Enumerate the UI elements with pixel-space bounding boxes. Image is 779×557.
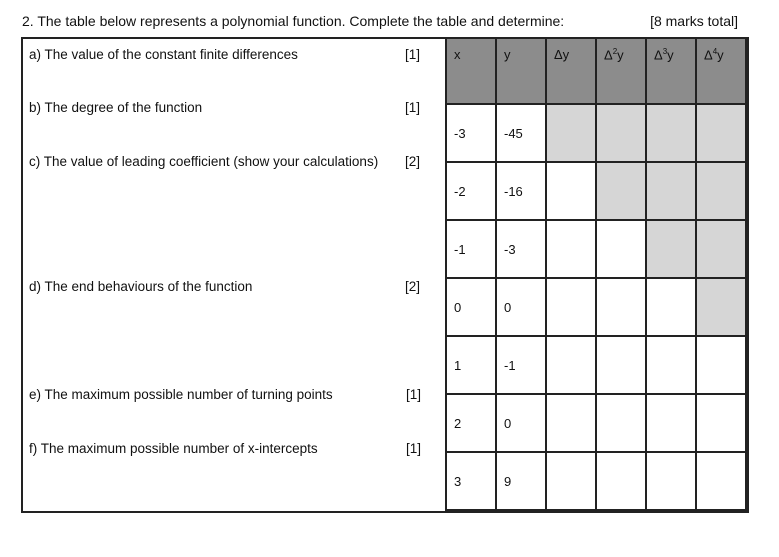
cell-delta1 (546, 104, 596, 162)
cell-x: 0 (446, 278, 496, 336)
question-a-marks: [1] (405, 47, 421, 62)
cell-x: 3 (446, 452, 496, 510)
question-c-marks: [2] (405, 154, 421, 169)
question-e-text: e) The maximum possible number of turning points (29, 387, 333, 402)
question-d-text: d) The end behaviours of the function (29, 279, 253, 294)
header-delta4-y: $\Delta^4y$ (696, 38, 746, 104)
cell-x: 1 (446, 336, 496, 394)
cell-y: -16 (496, 162, 546, 220)
cell-delta1[interactable] (546, 278, 596, 336)
question-header (22, 13, 738, 33)
header-delta3-y: $\Delta^3y$ (646, 38, 696, 104)
cell-delta2[interactable] (596, 394, 646, 452)
table-row (446, 336, 746, 394)
cell-x: 2 (446, 394, 496, 452)
cell-y: -1 (496, 336, 546, 394)
question-b-marks: [1] (405, 100, 421, 115)
cell-delta2 (596, 162, 646, 220)
table-row (446, 162, 746, 220)
cell-delta4 (696, 104, 746, 162)
cell-delta1[interactable] (546, 336, 596, 394)
cell-delta4 (696, 278, 746, 336)
cell-x: -2 (446, 162, 496, 220)
table-row (446, 220, 746, 278)
cell-delta4[interactable] (696, 394, 746, 452)
question-f-text: f) The maximum possible number of x-intercepts (29, 441, 318, 456)
cell-delta3 (646, 162, 696, 220)
cell-delta2 (596, 104, 646, 162)
cell-y: -3 (496, 220, 546, 278)
cell-delta1[interactable] (546, 162, 596, 220)
question-d-marks: [2] (405, 279, 421, 294)
question-a-text: a) The value of the constant finite differences (29, 47, 298, 62)
cell-delta2[interactable] (596, 452, 646, 510)
question-title: 2. The table below represents a polynomial function. Complete the table and determine: (22, 13, 565, 29)
table-row (446, 104, 746, 162)
cell-delta3[interactable] (646, 394, 696, 452)
cell-delta1[interactable] (546, 452, 596, 510)
cell-delta4 (696, 220, 746, 278)
cell-delta3[interactable] (646, 452, 696, 510)
cell-delta2[interactable] (596, 278, 646, 336)
cell-delta3[interactable] (646, 336, 696, 394)
cell-y: -45 (496, 104, 546, 162)
total-marks: [8 marks total] (650, 13, 738, 29)
cell-y: 9 (496, 452, 546, 510)
question-e-marks: [1] (406, 387, 422, 402)
cell-y: 0 (496, 278, 546, 336)
table-row (446, 452, 746, 510)
cell-delta3 (646, 220, 696, 278)
header-x: x (446, 38, 496, 104)
table-row (446, 278, 746, 336)
cell-delta3 (646, 104, 696, 162)
cell-delta3[interactable] (646, 278, 696, 336)
cell-x: -3 (446, 104, 496, 162)
cell-delta2[interactable] (596, 336, 646, 394)
table-row (446, 394, 746, 452)
cell-delta4[interactable] (696, 336, 746, 394)
cell-x: -1 (446, 220, 496, 278)
cell-delta1[interactable] (546, 220, 596, 278)
header-y: y (496, 38, 546, 104)
question-b-text: b) The degree of the function (29, 100, 203, 115)
cell-y: 0 (496, 394, 546, 452)
question-f-marks: [1] (406, 441, 422, 456)
cell-delta4 (696, 162, 746, 220)
question-c-text: c) The value of leading coefficient (show your calculations) (29, 154, 379, 169)
cell-delta2[interactable] (596, 220, 646, 278)
cell-delta1[interactable] (546, 394, 596, 452)
cell-delta4[interactable] (696, 452, 746, 510)
table-header-row (446, 38, 746, 104)
header-delta2-y: $\Delta^2y$ (596, 38, 646, 104)
header-delta-y: Δy (546, 38, 596, 104)
difference-table (445, 37, 747, 511)
